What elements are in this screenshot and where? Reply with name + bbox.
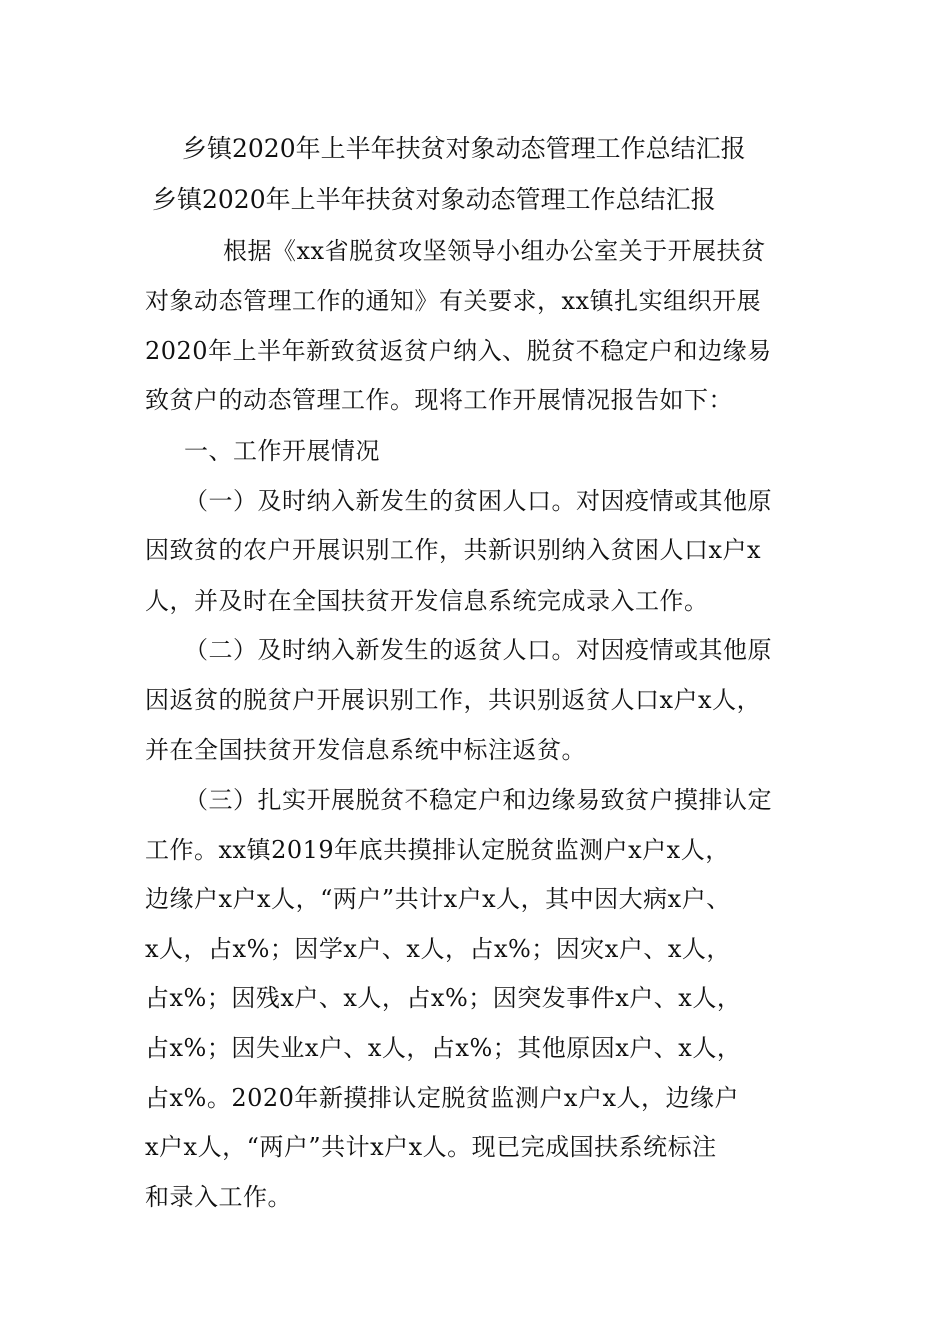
item2-line: 因返贫的脱贫户开展识别工作，共识别返贫人口x户x人， xyxy=(145,686,762,714)
intro-line: 2020年上半年新致贫返贫户纳入、脱贫不稳定户和边缘易 xyxy=(145,337,772,365)
intro-line: 对象动态管理工作的通知》有关要求，xx镇扎实组织开展 xyxy=(145,287,762,315)
section-heading: 一、工作开展情况 xyxy=(184,437,380,465)
item3-line: 占x%；因残x户、x人，占x%；因突发事件x户、x人， xyxy=(145,984,742,1012)
document-title: 乡镇2020年上半年扶贫对象动态管理工作总结汇报 xyxy=(182,134,746,163)
item3-line: 边缘户x户x人，“两户”共计x户x人，其中因大病x户、 xyxy=(145,885,731,913)
intro-line: 根据《xx省脱贫攻坚领导小组办公室关于开展扶贫 xyxy=(223,237,766,265)
item2-line: （二）及时纳入新发生的返贫人口。对因疫情或其他原 xyxy=(184,636,772,664)
item1-line: （一）及时纳入新发生的贫困人口。对因疫情或其他原 xyxy=(184,487,772,515)
item3-line: （三）扎实开展脱贫不稳定户和边缘易致贫户摸排认定 xyxy=(184,786,772,814)
item3-line: 占x%。2020年新摸排认定脱贫监测户x户x人，边缘户 xyxy=(145,1084,739,1112)
intro-line: 致贫户的动态管理工作。现将工作开展情况报告如下： xyxy=(145,386,733,414)
item3-line: x人，占x%；因学x户、x人，占x%；因灾x户、x人， xyxy=(145,935,731,963)
item2-line: 并在全国扶贫开发信息系统中标注返贫。 xyxy=(145,736,586,764)
item1-line: 人，并及时在全国扶贫开发信息系统完成录入工作。 xyxy=(145,587,709,615)
item3-line: 和录入工作。 xyxy=(145,1183,292,1211)
item1-line: 因致贫的农户开展识别工作，共新识别纳入贫困人口x户x xyxy=(145,536,762,564)
item3-line: 占x%；因失业x户、x人，占x%；其他原因x户、x人， xyxy=(145,1034,742,1062)
document-subtitle: 乡镇2020年上半年扶贫对象动态管理工作总结汇报 xyxy=(152,185,716,214)
item3-line: x户x人，“两户”共计x户x人。现已完成国扶系统标注 xyxy=(145,1133,717,1161)
item3-line: 工作。xx镇2019年底共摸排认定脱贫监测户x户x人， xyxy=(145,836,730,864)
